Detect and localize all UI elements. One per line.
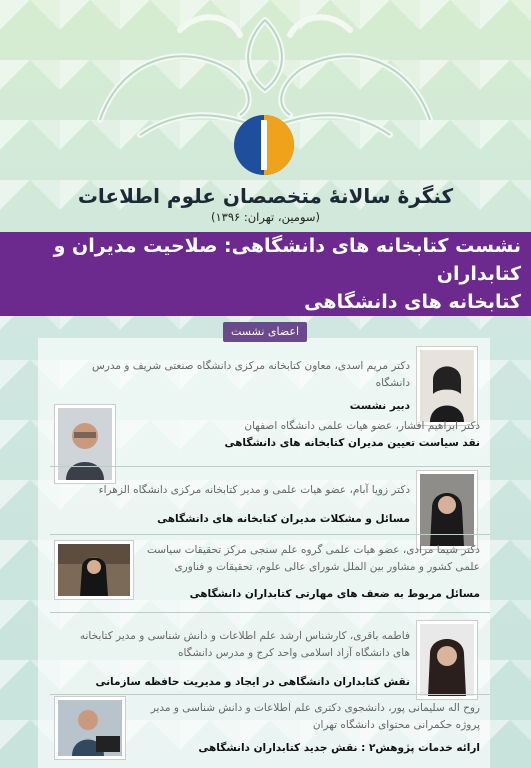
member-role: مسائل و مشکلات مدیران کتابخانه های دانشگاهی bbox=[157, 513, 410, 525]
divider bbox=[50, 466, 490, 467]
congress-title: کنگرۀ سالانۀ متخصصان علوم اطلاعات bbox=[77, 184, 454, 208]
member-desc: دکتر ابراهیم افشار، عضو هیات علمی دانشگاه اصفهان bbox=[244, 420, 480, 432]
member-photo bbox=[416, 470, 478, 550]
divider bbox=[50, 534, 490, 535]
member-photo bbox=[54, 404, 116, 484]
member-photo bbox=[54, 696, 126, 760]
member-item bbox=[132, 542, 480, 603]
member-role: نقش کتابداران دانشگاهی در ایجاد و مدیریت حافظه سازمانی bbox=[95, 676, 410, 688]
member-desc: دکتر مریم اسدی، معاون کتابخانه مرکزی دانشگاه صنعتی شریف و مدرس دانشگاه bbox=[91, 360, 410, 389]
member-desc: فاطمه باقری، کارشناس ارشد علم اطلاعات و دانش شناسی و مدیر کتابخانه های دانشگاه آزاد اسلامی واحد کرج و مدرس دانشگاه bbox=[79, 630, 410, 659]
member-role: نقد سیاست تعیین مدیران کتابخانه های دانشگاهی bbox=[224, 437, 480, 449]
member-photo bbox=[416, 346, 478, 426]
member-photo bbox=[416, 620, 478, 700]
member-role: ارائه خدمات پژوهش۲ : نقش جدید کتابداران دانشگاهی bbox=[198, 742, 480, 754]
member-desc: دکتر شیما مرادی، عضو هیات علمی گروه علم سنجی مرکز تحقیقات سیاست علمی کشور و مشاور بین الملل شورای عالی علوم، تحقیقات و فناوری bbox=[146, 544, 480, 573]
member-item bbox=[60, 628, 410, 691]
member-role: مسائل مربوط به ضعف های مهارتی کتابداران دانشگاهی bbox=[189, 588, 480, 600]
divider bbox=[50, 612, 490, 613]
member-item bbox=[120, 418, 480, 452]
member-desc: دکتر زویا آبام، عضو هیات علمی و مدیر کتابخانه مرکزی دانشگاه الزهراء bbox=[98, 484, 410, 496]
member-role: دبیر نشست bbox=[349, 400, 410, 412]
association-logo bbox=[231, 112, 297, 178]
session-banner bbox=[0, 232, 531, 316]
member-item bbox=[124, 700, 480, 757]
congress-subtitle: (سومین، تهران: ۱۳۹۶) bbox=[210, 210, 321, 224]
member-desc: روح اله سلیمانی پور، دانشجوی دکتری علم اطلاعات و دانش شناسی و مدیر پروژه حکمرانی محتوای دانشگاه تهران bbox=[150, 702, 480, 731]
members-label: اعضای نشست bbox=[223, 322, 307, 342]
member-item bbox=[60, 482, 410, 528]
session-title-line2: کتابخانه های دانشگاهی bbox=[304, 291, 521, 313]
session-title-line1: نشست کتابخانه های دانشگاهی: صلاحیت مدیران و کتابداران bbox=[53, 235, 521, 285]
divider bbox=[50, 694, 490, 695]
member-photo bbox=[54, 540, 134, 600]
